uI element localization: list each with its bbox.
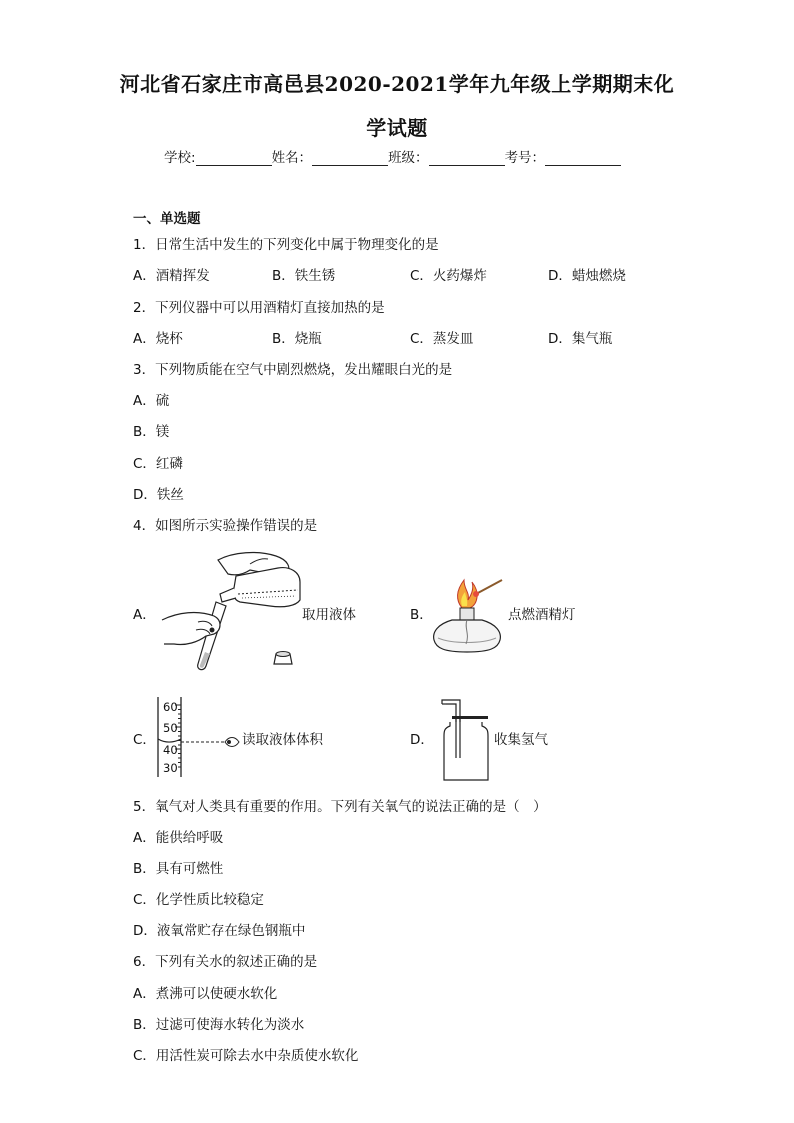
caption-collect-hydrogen: 收集氢气: [494, 732, 548, 748]
section-heading: 一、单选题: [133, 211, 201, 227]
q6-option-a[interactable]: A．煮沸可以使硬水软化: [133, 986, 278, 1002]
cylinder-tick-60: 60: [163, 700, 178, 714]
question-3-stem: 3．下列物质能在空气中剧烈燃烧，发出耀眼白光的是: [133, 362, 453, 378]
cylinder-tick-50: 50: [163, 721, 178, 735]
class-blank[interactable]: [429, 151, 505, 166]
name-label: 姓名：: [271, 150, 313, 166]
q1-option-c[interactable]: C．火药爆炸: [410, 268, 487, 284]
caption-light-lamp: 点燃酒精灯: [508, 607, 576, 623]
cylinder-tick-40: 40: [163, 743, 178, 757]
q6-option-b[interactable]: B．过滤可使海水转化为淡水: [133, 1017, 305, 1033]
q2-option-c[interactable]: C．蒸发皿: [410, 331, 474, 347]
q5-option-a[interactable]: A．能供给呼吸: [133, 830, 224, 846]
exam-no-blank[interactable]: [545, 151, 621, 166]
alcohol-lamp-figure: [432, 568, 507, 653]
q4-option-a[interactable]: A．: [133, 607, 156, 623]
q2-option-b[interactable]: B．烧瓶: [272, 331, 322, 347]
q4-option-c[interactable]: C．: [133, 732, 156, 748]
caption-pour-liquid: 取用液体: [302, 607, 356, 623]
name-blank[interactable]: [312, 151, 388, 166]
exam-title-line2: 学试题: [366, 116, 428, 140]
q2-option-d[interactable]: D．集气瓶: [548, 331, 613, 347]
pouring-liquid-figure: [158, 550, 308, 675]
exam-no-label: 考号：: [504, 150, 546, 166]
q1-option-d[interactable]: D．蜡烛燃烧: [548, 268, 626, 284]
q2-option-a[interactable]: A．烧杯: [133, 331, 183, 347]
caption-read-volume: 读取液体体积: [242, 732, 323, 748]
school-blank[interactable]: [196, 151, 272, 166]
cylinder-tick-30: 30: [163, 761, 178, 775]
q3-option-d[interactable]: D．铁丝: [133, 487, 184, 503]
q4-option-b[interactable]: B．: [410, 607, 433, 623]
question-2-stem: 2．下列仪器中可以用酒精灯直接加热的是: [133, 300, 385, 316]
exam-title-line1: 河北省石家庄市高邑县2020-2021学年九年级上学期期末化: [119, 72, 675, 96]
q5-option-d[interactable]: D．液氧常贮存在绿色钢瓶中: [133, 923, 306, 939]
q1-option-b[interactable]: B．铁生锈: [272, 268, 336, 284]
q4-option-d[interactable]: D．: [410, 732, 434, 748]
q6-option-c[interactable]: C．用活性炭可除去水中杂质使水软化: [133, 1048, 359, 1064]
q5-option-b[interactable]: B．具有可燃性: [133, 861, 224, 877]
class-label: 班级：: [388, 150, 429, 166]
q3-option-c[interactable]: C．红磷: [133, 456, 183, 472]
question-1-stem: 1．日常生活中发生的下列变化中属于物理变化的是: [133, 237, 439, 253]
q1-option-a[interactable]: A．酒精挥发: [133, 268, 210, 284]
question-6-stem: 6．下列有关水的叙述正确的是: [133, 954, 318, 970]
gas-collection-figure: [440, 698, 495, 783]
q3-option-b[interactable]: B．镁: [133, 424, 170, 440]
q3-option-a[interactable]: A．硫: [133, 393, 170, 409]
q5-option-c[interactable]: C．化学性质比较稳定: [133, 892, 264, 908]
question-5-stem: 5．氧气对人类具有重要的作用。下列有关氧气的说法正确的是（ ）: [133, 799, 547, 815]
school-label: 学校:: [164, 150, 196, 166]
student-info-bar: [164, 146, 621, 166]
question-4-stem: 4．如图所示实验操作错误的是: [133, 518, 318, 534]
